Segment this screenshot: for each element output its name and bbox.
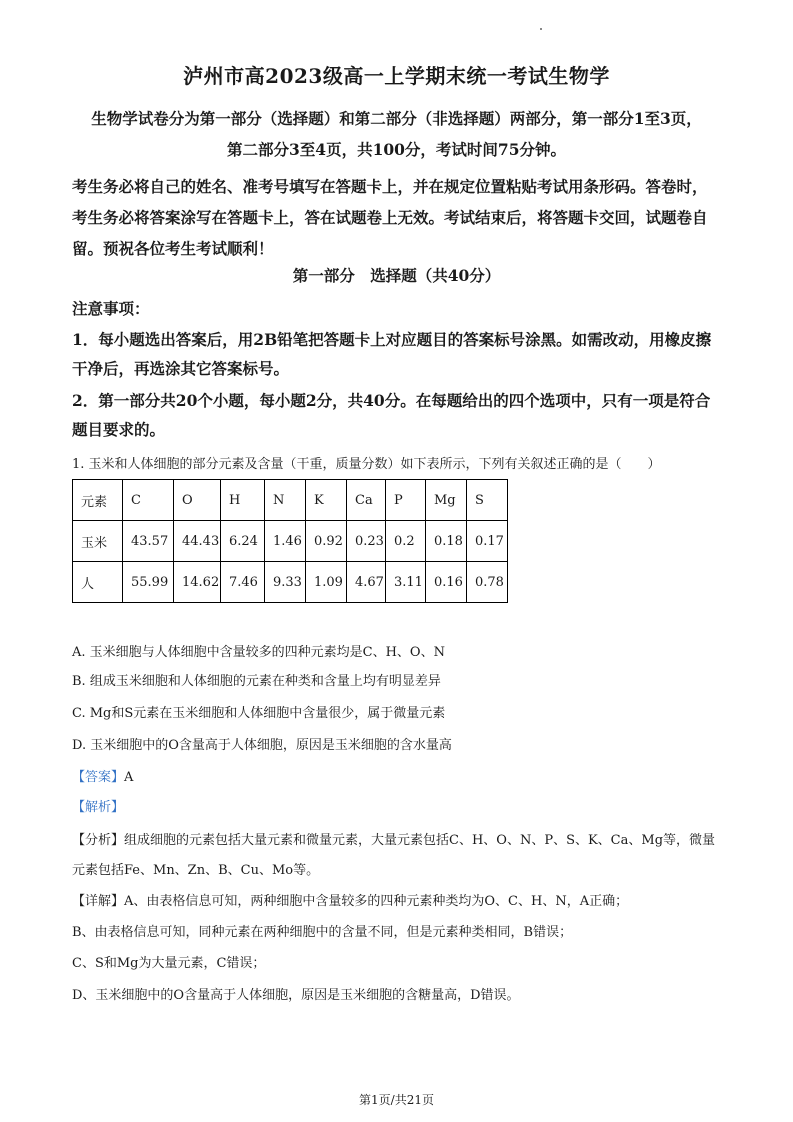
table-cell: 14.62 [174,562,221,603]
answer-line [72,766,722,785]
table-row-corn [73,521,508,562]
table-cell: O [174,480,221,521]
detail-d: D、玉米细胞中的O含量高于人体细胞，原因是玉米细胞的含糖量高，D错误。 [72,988,520,1003]
section-title: 第一部分 选择题（共40分） [292,266,501,285]
table-cell: 6.24 [221,521,265,562]
table-header-row [73,480,508,521]
intro-line-2: 第二部分3至4页，共100分，考试时间75分钟。 [227,140,566,159]
table-cell: 55.99 [123,562,174,603]
option-a: A. 玉米细胞与人体细胞中含量较多的四种元素均是C、H、O、N [72,645,445,660]
note-1: 1．每小题选出答案后，用2B铅笔把答题卡上对应题目的答案标号涂黑。如需改动，用橡皮擦干净后，再选涂其它答案标号。 [72,330,712,378]
detail-a: 【详解】A、由表格信息可知，两种细胞中含量较多的四种元素种类均为O、C、H、N，A正确； [72,894,629,909]
table-cell: 元素 [73,480,123,521]
table-cell: 44.43 [174,521,221,562]
analysis-label: 【解析】 [72,800,125,815]
table-cell: 43.57 [123,521,174,562]
table-cell: 玉米 [73,521,123,562]
table-cell: N [265,480,306,521]
analysis-fenxi: 【分析】组成细胞的元素包括大量元素和微量元素，大量元素包括C、H、O、N、P、S、K、Ca、Mg等，微量元素包括Fe、Mn、Zn、B、Cu、Mo等。 [72,833,716,878]
table-cell: 0.17 [467,521,508,562]
intro-paragraph: 考生务必将自己的姓名、准考号填写在答题卡上，并在规定位置粘贴考试用条形码。答卷时，考生务必将答案涂写在答题卡上，答在试题卷上无效。考试结束后，将答题卡交回，试题卷自留。预祝各位考生考试顺利！ [72,177,708,258]
detail-c: C、S和Mg为大量元素，C错误； [72,956,266,971]
table-cell: 0.18 [426,521,467,562]
table-cell: Mg [426,480,467,521]
question-1-stem: 1. 玉米和人体细胞的部分元素及含量（干重，质量分数）如下表所示，下列有关叙述正确的是（ ） [72,457,661,472]
table-row-human [73,562,508,603]
table-cell: 3.11 [386,562,426,603]
table-cell: 0.2 [386,521,426,562]
table-cell: 0.16 [426,562,467,603]
table-cell: 9.33 [265,562,306,603]
table-cell: 7.46 [221,562,265,603]
answer-value: A [124,770,134,785]
table-cell: C [123,480,174,521]
page-number: 第1页/共21页 [359,1093,434,1107]
table-cell: 人 [73,562,123,603]
element-content-table [72,479,508,603]
table-cell: Ca [347,480,386,521]
table-cell: H [221,480,265,521]
table-cell: 1.46 [265,521,306,562]
note-2: 2．第一部分共20个小题，每小题2分，共40分。在每题给出的四个选项中，只有一项是符合题目要求的。 [72,391,711,439]
notes-title: 注意事项： [72,299,150,318]
table-cell: K [306,480,347,521]
scan-dot [540,28,542,30]
detail-b: B、由表格信息可知，同种元素在两种细胞中的含量不同，但是元素种类相同，B错误； [72,925,573,940]
table-cell: 0.23 [347,521,386,562]
table-cell: 4.67 [347,562,386,603]
table-cell: 0.92 [306,521,347,562]
option-d: D. 玉米细胞中的O含量高于人体细胞，原因是玉米细胞的含水量高 [72,738,452,753]
table-cell: 1.09 [306,562,347,603]
intro-line-1: 生物学试卷分为第一部分（选择题）和第二部分（非选择题）两部分，第一部分1至3页， [91,109,702,128]
option-b: B. 组成玉米细胞和人体细胞的元素在种类和含量上均有明显差异 [72,674,441,689]
exam-title: 泸州市高2023级高一上学期末统一考试生物学 [183,64,610,88]
table-cell: P [386,480,426,521]
answer-label: 【答案】 [72,770,125,785]
table-cell: S [467,480,508,521]
option-c: C. Mg和S元素在玉米细胞和人体细胞中含量很少，属于微量元素 [72,706,446,721]
table-cell: 0.78 [467,562,508,603]
